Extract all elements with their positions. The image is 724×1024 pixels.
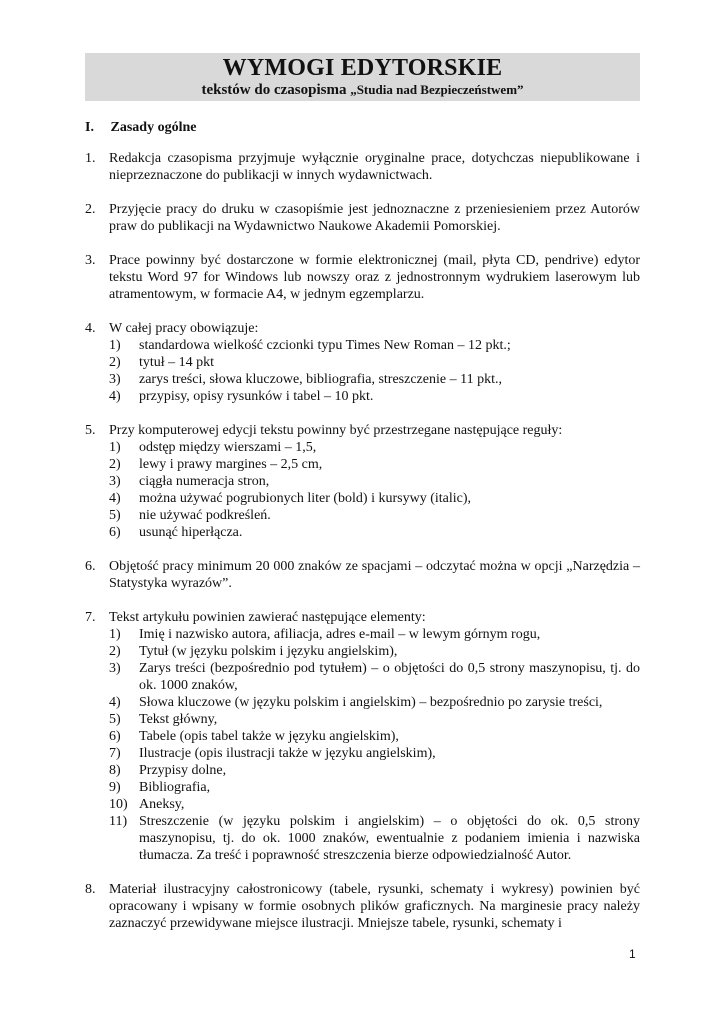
sub-item (109, 524, 640, 541)
sub-item-number: 4) (109, 491, 121, 506)
sub-item (109, 456, 640, 473)
item-number: 3. (85, 253, 96, 268)
list-item (85, 252, 640, 303)
sub-item (109, 728, 640, 745)
sub-item (109, 388, 640, 405)
sub-item-number: 6) (109, 729, 121, 744)
rules-list (85, 150, 640, 949)
title-banner (85, 53, 640, 101)
sub-item-number: 4) (109, 695, 121, 710)
sub-item-text: Imię i nazwisko autora, afiliacja, adres e-mail – w lewym górnym rogu, (139, 627, 541, 642)
sub-item-text: tytuł – 14 pkt (139, 355, 215, 370)
section-number: I. (85, 120, 94, 135)
item-text: Objętość pracy minimum 20 000 znaków ze spacjami – odczytać można w opcji „Narzędzia – Statystyka wyrazów”. (109, 559, 640, 591)
sub-item (109, 745, 640, 762)
item-number: 4. (85, 321, 96, 336)
item-number: 1. (85, 151, 96, 166)
sub-item-number: 3) (109, 372, 121, 387)
sub-item-number: 5) (109, 712, 121, 727)
sub-item-text: przypisy, opisy rysunków i tabel – 10 pkt. (139, 389, 374, 404)
list-item (85, 558, 640, 592)
sub-item (109, 796, 640, 813)
sub-item-text: można używać pogrubionych liter (bold) i kursywy (italic), (139, 491, 472, 506)
sub-item-number: 1) (109, 338, 121, 353)
sub-item (109, 711, 640, 728)
journal-name: „Studia nad Bezpieczeństwem” (350, 82, 524, 97)
list-item (85, 201, 640, 235)
sub-item (109, 626, 640, 643)
sub-item-number: 3) (109, 474, 121, 489)
item-number: 2. (85, 202, 96, 217)
document-title: WYMOGI EDYTORSKIE (222, 55, 503, 81)
list-item (85, 609, 640, 864)
sub-item (109, 694, 640, 711)
list-item (85, 150, 640, 184)
item-number: 5. (85, 423, 96, 438)
sub-item-text: Słowa kluczowe (w języku polskim i angielskim) – bezpośrednio po zarysie treści, (139, 695, 603, 710)
sub-item-text: Tabele (opis tabel także w języku angielskim), (139, 729, 399, 744)
section-title: Zasady ogólne (110, 120, 197, 135)
sub-item-text: zarys treści, słowa kluczowe, bibliografia, streszczenie – 11 pkt., (139, 372, 502, 387)
list-item (85, 320, 640, 405)
sub-item-text: Tytuł (w języku polskim i języku angielskim), (139, 644, 398, 659)
sub-item-number: 4) (109, 389, 121, 404)
item-text: Przy komputerowej edycji tekstu powinny być przestrzegane następujące reguły: (109, 423, 563, 438)
sub-item (109, 660, 640, 694)
sub-item-number: 1) (109, 440, 121, 455)
sub-item-number: 8) (109, 763, 121, 778)
subtitle-lead: tekstów do czasopisma (201, 82, 351, 98)
sub-item (109, 762, 640, 779)
item-number: 7. (85, 610, 96, 625)
item-text: Redakcja czasopisma przyjmuje wyłącznie oryginalne prace, dotychczas niepublikowane i nieprzeznaczone do publikacji w innych wydawnictwach. (109, 151, 640, 183)
sub-item (109, 779, 640, 796)
sub-item (109, 643, 640, 660)
sub-item-number: 1) (109, 627, 121, 642)
sub-item (109, 473, 640, 490)
sub-item (109, 439, 640, 456)
sub-item-number: 5) (109, 508, 121, 523)
sub-item-text: lewy i prawy margines – 2,5 cm, (139, 457, 323, 472)
sub-item-number: 9) (109, 780, 121, 795)
item-number: 8. (85, 882, 96, 897)
sub-item-text: Aneksy, (139, 797, 185, 812)
sub-item-number: 2) (109, 457, 121, 472)
sub-item-number: 2) (109, 355, 121, 370)
sub-item-text: Bibliografia, (139, 780, 211, 795)
sub-item-text: Tekst główny, (139, 712, 218, 727)
item-text: W całej pracy obowiązuje: (109, 321, 259, 336)
list-item (85, 422, 640, 541)
document-subtitle (85, 81, 640, 99)
sub-item-text: usunąć hiperłącza. (139, 525, 243, 540)
sub-item-number: 6) (109, 525, 121, 540)
item-text: Tekst artykułu powinien zawierać następujące elementy: (109, 610, 426, 625)
sub-item-number: 3) (109, 661, 121, 676)
item-number: 6. (85, 559, 96, 574)
sub-item-number: 7) (109, 746, 121, 761)
item-text: Przyjęcie pracy do druku w czasopiśmie jest jednoznaczne z przeniesieniem przez Autorów praw do publikacji na Wydawnictwo Naukowe Akademii Pomorskiej. (109, 202, 640, 234)
sub-item-number: 11) (109, 814, 128, 829)
sub-item-text: ciągła numeracja stron, (139, 474, 270, 489)
sub-item (109, 337, 640, 354)
section-heading (85, 120, 196, 136)
sub-item (109, 354, 640, 371)
sub-item-text: nie używać podkreśleń. (139, 508, 271, 523)
sub-item-text: Zarys treści (bezpośrednio pod tytułem) – o objętości do 0,5 strony maszynopisu, tj. do ok. 1000 znaków, (139, 661, 640, 693)
sub-item (109, 813, 640, 864)
sub-item-text: odstęp między wierszami – 1,5, (139, 440, 317, 455)
item-text: Prace powinny być dostarczone w formie elektronicznej (mail, płyta CD, pendrive) edytor tekstu Word 97 for Windows lub nowszy oraz z jednostronnym wydrukiem laserowym lub atramentowym, w formacie A4, w jednym egzemplarzu. (109, 253, 640, 302)
item-text: Materiał ilustracyjny całostronicowy (tabele, rysunki, schematy i wykresy) powinien być opracowany i wpisany w formie osobnych plików graficznych. Na marginesie pracy należy zaznaczyć przewidywane miejsce ilustracji. Mniejsze tabele, rysunki, schematy i (109, 882, 640, 931)
sub-item (109, 371, 640, 388)
sub-item-number: 2) (109, 644, 121, 659)
sub-item-text: Ilustracje (opis ilustracji także w języku angielskim), (139, 746, 436, 761)
sub-item-text: Streszczenie (w języku polskim i angielskim) – o objętości do ok. 0,5 strony maszynopisu, tj. do ok. 1000 znaków, ewentualnie z podaniem imienia i nazwiska tłumacza. Za treść i poprawność streszczenia bierze odpowiedzialność Autor. (139, 814, 640, 863)
page-number: 1 (629, 947, 636, 961)
sub-item (109, 507, 640, 524)
sub-item-text: standardowa wielkość czcionki typu Times New Roman – 12 pkt.; (139, 338, 511, 353)
sub-item-text: Przypisy dolne, (139, 763, 227, 778)
sub-item (109, 490, 640, 507)
sub-item-number: 10) (109, 797, 128, 812)
list-item (85, 881, 640, 932)
